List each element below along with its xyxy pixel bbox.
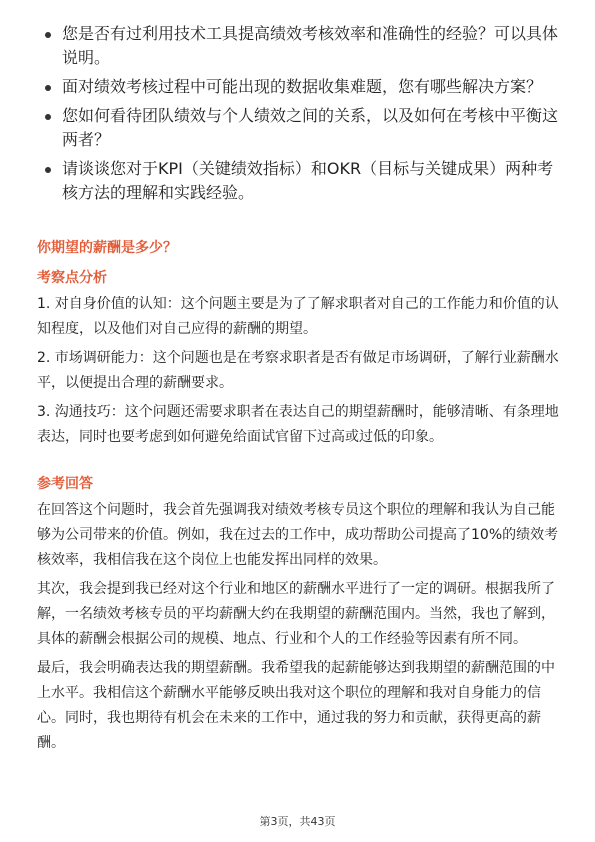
analysis-heading: 考察点分析 [37, 270, 107, 286]
analysis-point: 3. 沟通技巧：这个问题还需要求职者在表达自己的期望薪酬时，能够清晰、有条理地表达，同时也要考虑到如何避免给面试官留下过高或过低的印象。 [37, 404, 559, 445]
salary-question-heading: 你期望的薪酬是多少？ [37, 240, 177, 256]
question-item [40, 104, 560, 152]
question-list [40, 22, 560, 210]
question-text: 您如何看待团队绩效与个人绩效之间的关系，以及如何在考核中平衡这两者？ [62, 106, 559, 149]
question-text: 请谈谈您对于KPI（关键绩效指标）和OKR（目标与关键成果）两种考核方法的理解和实践经验。 [62, 159, 554, 202]
question-item [40, 157, 560, 205]
bullet-icon [45, 167, 51, 173]
page-number: 第3页，共43页 [259, 815, 336, 828]
answer-paragraph: 其次，我会提到我已经对这个行业和地区的薪酬水平进行了一定的调研。根据我所了解，一名绩效考核专员的平均薪酬大约在我期望的薪酬范围内。当然，我也了解到，具体的薪酬会根据公司的规模、地点、行业和个人的工作经验等因素有所不同。 [37, 581, 555, 647]
answer-paragraph: 在回答这个问题时，我会首先强调我对绩效考核专员这个职位的理解和我认为自己能够为公司带来的价值。例如，我在过去的工作中，成功帮助公司提高了10%的绩效考核效率，我相信我在这个岗位上也能发挥出同样的效果。 [37, 502, 559, 568]
bullet-icon [45, 85, 51, 91]
analysis-point: 1. 对自身价值的认知：这个问题主要是为了了解求职者对自己的工作能力和价值的认知程度，以及他们对自己应得的薪酬的期望。 [37, 296, 559, 337]
reference-answer-heading: 参考回答 [37, 476, 93, 492]
question-item [40, 22, 560, 70]
bullet-icon [45, 114, 51, 120]
question-text: 您是否有过利用技术工具提高绩效考核效率和准确性的经验？可以具体说明。 [62, 24, 559, 67]
bullet-icon [45, 32, 51, 38]
analysis-points [37, 292, 559, 454]
reference-answer-body [37, 498, 559, 760]
answer-paragraph: 最后，我会明确表达我的期望薪酬。我希望我的起薪能够达到我期望的薪酬范围的中上水平。我相信这个薪酬水平能够反映出我对这个职位的理解和我对自身能力的信心。同时，我也期待有机会在未来的工作中，通过我的努力和贡献，获得更高的薪酬。 [37, 660, 555, 751]
analysis-point: 2. 市场调研能力：这个问题也是在考察求职者是否有做足市场调研，了解行业薪酬水平，以便提出合理的薪酬要求。 [37, 350, 559, 391]
question-item [40, 75, 560, 99]
question-text: 面对绩效考核过程中可能出现的数据收集难题，您有哪些解决方案？ [62, 77, 543, 96]
